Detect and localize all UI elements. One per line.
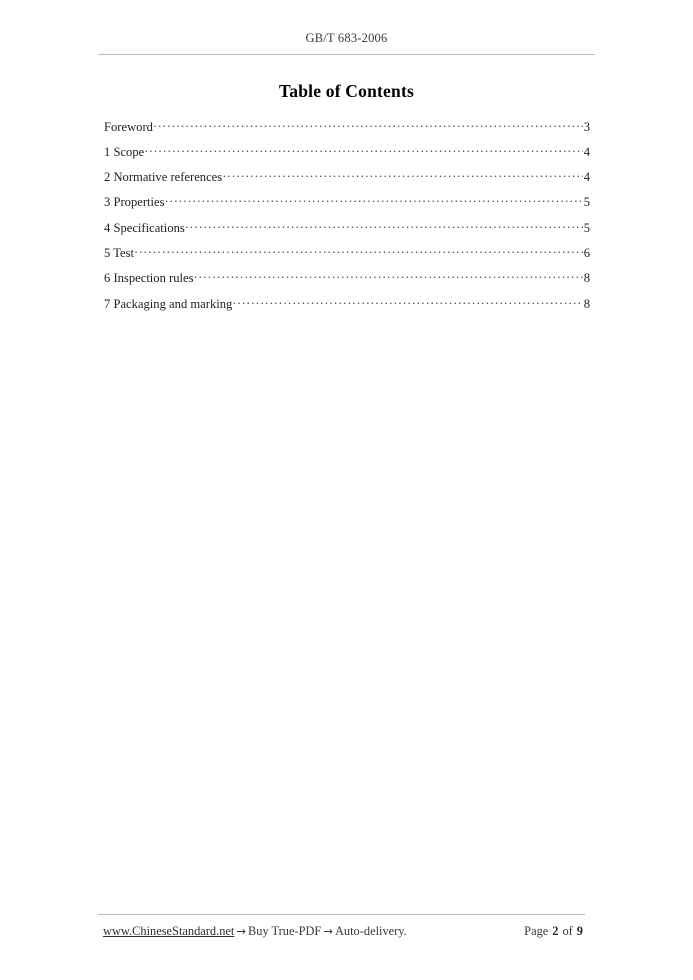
header-divider bbox=[98, 54, 595, 55]
header-standard-code: GB/T 683-2006 bbox=[305, 31, 388, 45]
page-footer bbox=[98, 914, 585, 939]
toc-entry-page: 8 bbox=[583, 271, 590, 286]
toc-entry-page: 3 bbox=[583, 119, 590, 134]
toc-entry-label: 5 Test bbox=[104, 246, 135, 261]
toc-dot-leader bbox=[194, 270, 583, 283]
toc-dot-leader bbox=[165, 194, 583, 207]
toc-dot-leader bbox=[153, 118, 583, 131]
toc-dot-leader bbox=[223, 169, 584, 182]
toc-dot-leader bbox=[135, 244, 584, 257]
toc-entry-properties[interactable] bbox=[104, 194, 590, 219]
toc-entry-scope[interactable] bbox=[104, 143, 590, 168]
toc-entry-specifications[interactable] bbox=[104, 219, 590, 244]
toc-dot-leader bbox=[185, 219, 583, 232]
table-of-contents bbox=[104, 118, 590, 320]
toc-dot-leader bbox=[233, 295, 583, 308]
total-page-number: 9 bbox=[576, 924, 583, 938]
footer-promo-buy-true-pdf: Buy True-PDF bbox=[247, 924, 322, 938]
toc-dot-leader bbox=[145, 143, 583, 156]
toc-entry-test[interactable] bbox=[104, 244, 590, 269]
current-page-number: 2 bbox=[552, 924, 559, 938]
toc-entry-label: 3 Properties bbox=[104, 195, 165, 210]
arrow-right-icon: → bbox=[236, 924, 246, 938]
toc-entry-page: 6 bbox=[583, 246, 590, 261]
footer-divider bbox=[98, 914, 585, 915]
footer-promo-auto-delivery: Auto-delivery. bbox=[334, 924, 407, 938]
toc-entry-label: 7 Packaging and marking bbox=[104, 296, 233, 311]
toc-entry-page: 5 bbox=[583, 195, 590, 210]
page-label: Page bbox=[524, 924, 549, 938]
footer-content bbox=[98, 924, 585, 939]
page-number-indicator bbox=[522, 924, 585, 939]
website-link[interactable]: www.ChineseStandard.net bbox=[103, 924, 235, 938]
arrow-right-icon: → bbox=[323, 924, 333, 938]
page-header bbox=[98, 30, 595, 55]
toc-entry-page: 4 bbox=[583, 144, 590, 159]
toc-entry-normative-references[interactable] bbox=[104, 169, 590, 194]
page-title: Table of Contents bbox=[279, 81, 414, 101]
toc-entry-label: 4 Specifications bbox=[104, 220, 185, 235]
toc-entry-label: 6 Inspection rules bbox=[104, 271, 194, 286]
toc-entry-label: Foreword bbox=[104, 119, 153, 134]
toc-entry-label: 1 Scope bbox=[104, 144, 145, 159]
toc-entry-inspection-rules[interactable] bbox=[104, 270, 590, 295]
footer-promo-text bbox=[103, 924, 407, 939]
toc-entry-page: 5 bbox=[583, 220, 590, 235]
of-label: of bbox=[562, 924, 573, 938]
toc-entry-page: 4 bbox=[583, 170, 590, 185]
toc-entry-foreword[interactable] bbox=[104, 118, 590, 143]
toc-entry-packaging-and-marking[interactable] bbox=[104, 295, 590, 320]
toc-entry-page: 8 bbox=[583, 296, 590, 311]
toc-entry-label: 2 Normative references bbox=[104, 170, 223, 185]
